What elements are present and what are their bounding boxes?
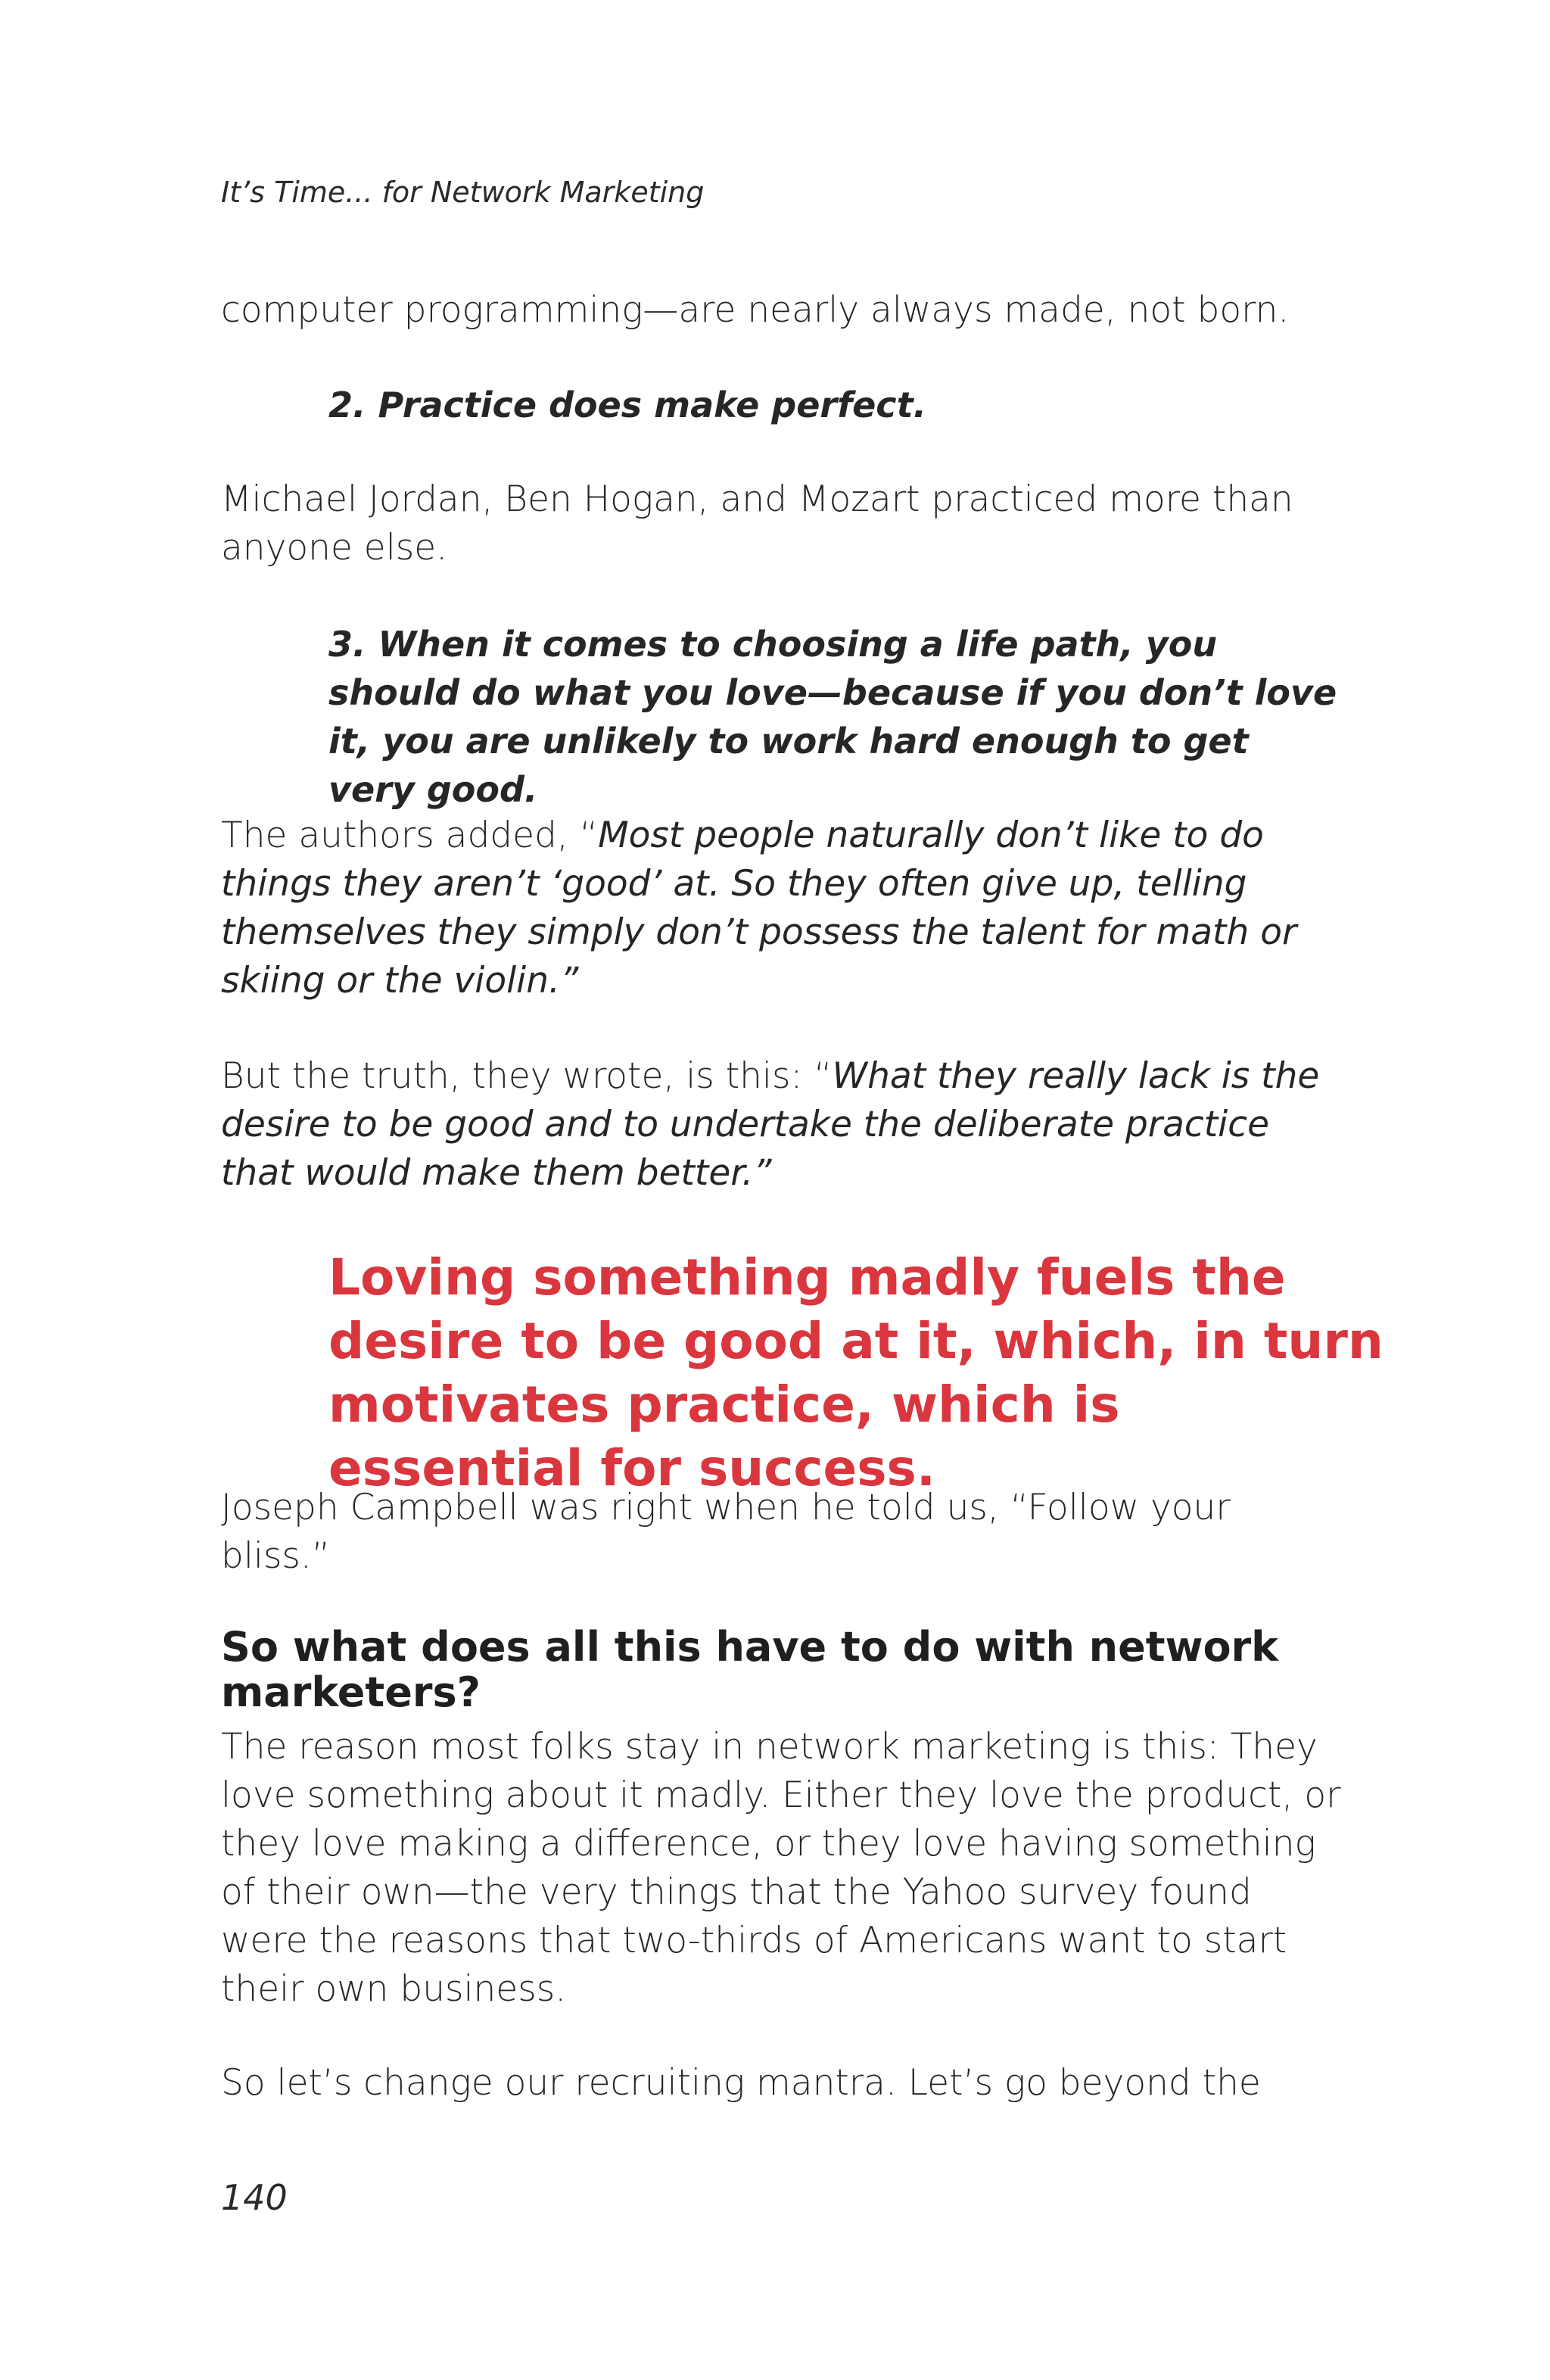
running-head: It’s Time... for Network Marketing (221, 176, 705, 209)
pull-quote: Loving something madly fuels the desire to be good at it, which, in turn motivates practice, which is essential for success. (328, 1248, 1383, 1497)
paragraph-quote: Most people naturally don’t like to do things they aren’t ‘good’ at. So they often give up, telling themselves they simply don’t possess the talent for math or skiing or the violin.” (221, 815, 1297, 1002)
paragraph-quote: What they really lack is the desire to be good and to undertake the deliberate practice that would make them better.” (221, 1055, 1320, 1194)
paragraph-joseph-campbell: Joseph Campbell was right when he told us, “Follow your bliss.” (221, 1487, 1231, 1577)
paragraph-lead-text: The authors added, “ (221, 815, 599, 856)
page-number: 140 (221, 2177, 288, 2218)
paragraph-the-truth (221, 1052, 1341, 1198)
paragraph-continuation: computer programming—are nearly always made, not born. (221, 289, 1290, 331)
numbered-point-2: 2. Practice does make perfect. (328, 385, 927, 425)
paragraph-recruiting-mantra: So let’s change our recruiting mantra. Let’s go beyond the (221, 2062, 1261, 2104)
numbered-point-3: 3. When it comes to choosing a life path, you should do what you love—because if you don’t love it, you are unlikely to work hard enough to get very good. (328, 624, 1337, 810)
paragraph-jordan-hogan-mozart: Michael Jordan, Ben Hogan, and Mozart practiced more than anyone else. (221, 478, 1293, 569)
paragraph-network-marketing-reason: The reason most folks stay in network marketing is this: They love something about it madly. Either they love the product, or they love making a difference, or they love having something of their own—the very things that the Yahoo survey found were the reasons that two-thirds of Americans want to start their own business. (221, 1726, 1341, 2010)
paragraph-lead-text: But the truth, they wrote, is this: “ (221, 1055, 833, 1097)
paragraph-authors-added (221, 812, 1341, 1005)
section-subhead: So what does all this have to do with network marketers? (221, 1623, 1279, 1716)
